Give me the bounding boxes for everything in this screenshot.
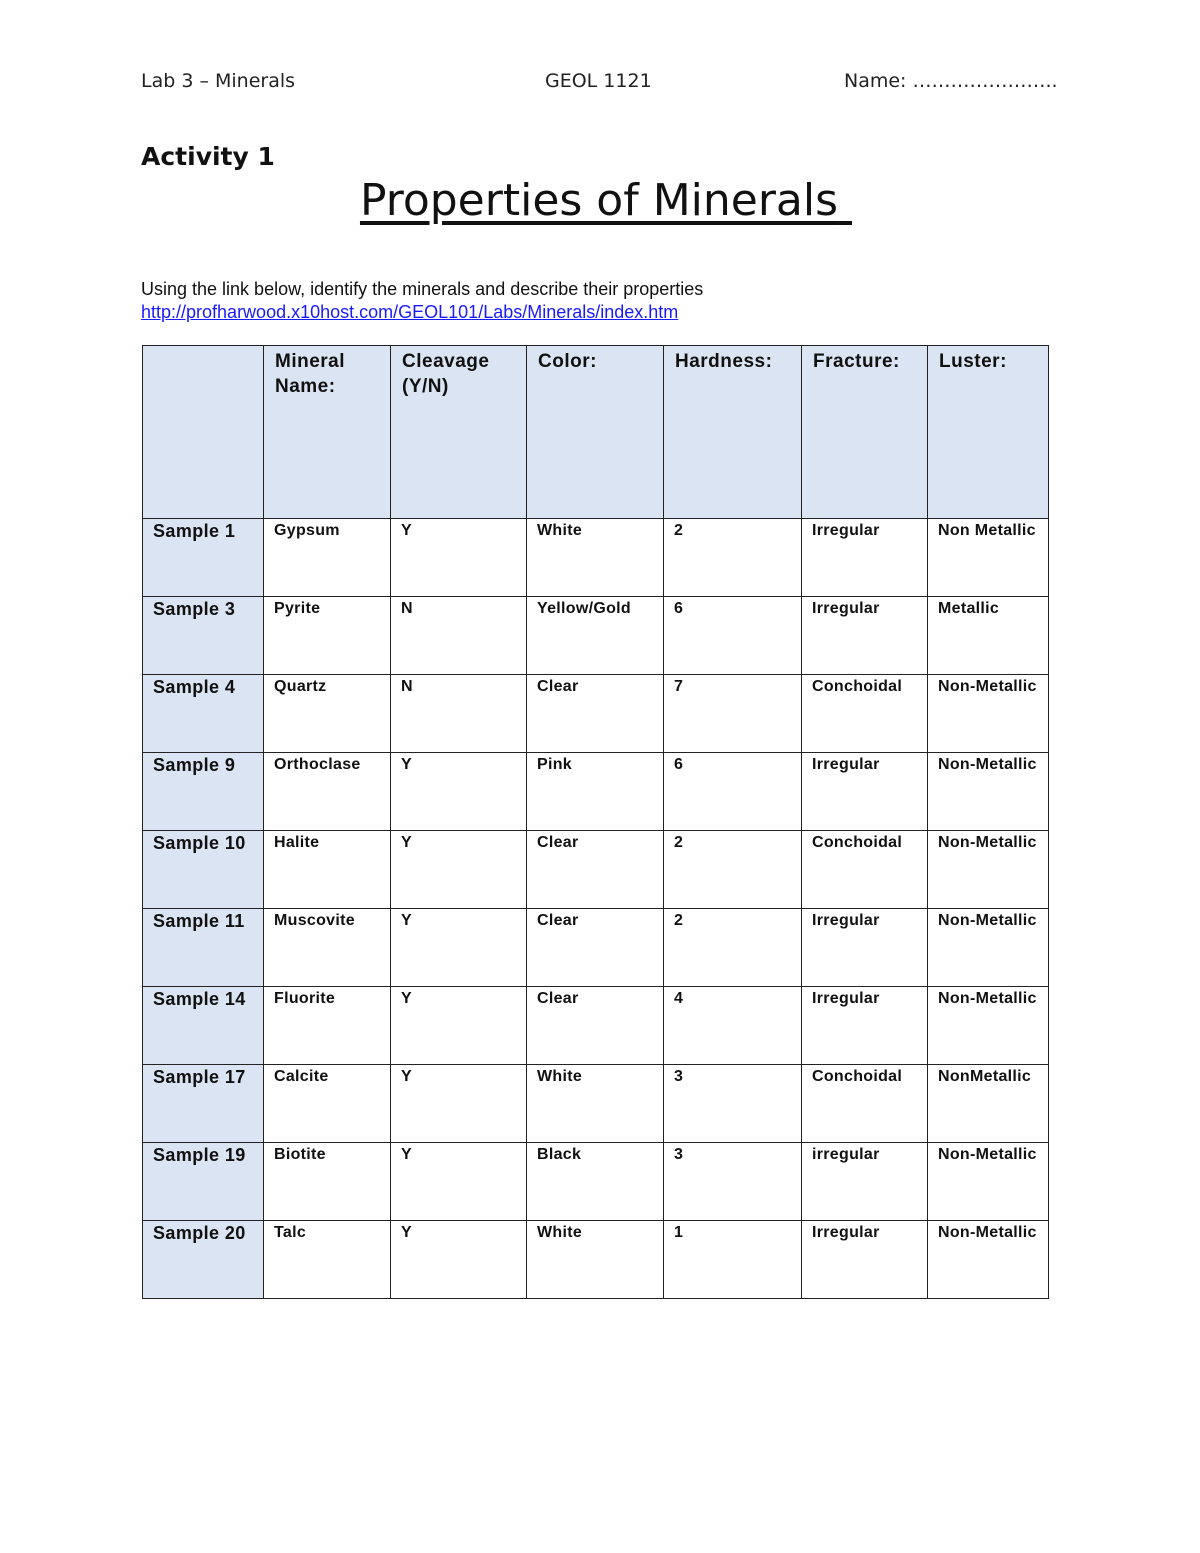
cell-luster: Non-Metallic — [928, 1143, 1049, 1221]
cell-mineral: Calcite — [264, 1065, 391, 1143]
col-hardness: Hardness: — [664, 346, 802, 519]
cell-sample: Sample 17 — [143, 1065, 264, 1143]
header-course-code: GEOL 1121 — [545, 70, 652, 92]
cell-cleavage: Y — [391, 1221, 527, 1299]
corner-cell — [143, 346, 264, 519]
cell-mineral: Quartz — [264, 675, 391, 753]
cell-hardness: 6 — [664, 597, 802, 675]
table-row — [143, 753, 1049, 831]
cell-hardness: 7 — [664, 675, 802, 753]
col-fracture: Fracture: — [802, 346, 928, 519]
cell-luster: Non-Metallic — [928, 909, 1049, 987]
col-luster: Luster: — [928, 346, 1049, 519]
page-title-text: Properties of Minerals — [359, 175, 839, 226]
cell-hardness: 3 — [664, 1143, 802, 1221]
cell-luster: NonMetallic — [928, 1065, 1049, 1143]
cell-hardness: 6 — [664, 753, 802, 831]
minerals-table — [142, 345, 1049, 1299]
table-row — [143, 987, 1049, 1065]
cell-fracture: Irregular — [802, 987, 928, 1065]
cell-cleavage: N — [391, 597, 527, 675]
header-name-field: Name: ………………….. — [844, 70, 1058, 92]
cell-cleavage: Y — [391, 519, 527, 597]
table-row — [143, 519, 1049, 597]
table-row — [143, 1143, 1049, 1221]
cell-hardness: 2 — [664, 519, 802, 597]
table-row — [143, 1221, 1049, 1299]
cell-cleavage: Y — [391, 987, 527, 1065]
cell-fracture: Conchoidal — [802, 831, 928, 909]
cell-sample: Sample 10 — [143, 831, 264, 909]
cell-fracture: Irregular — [802, 597, 928, 675]
cell-hardness: 4 — [664, 987, 802, 1065]
cell-hardness: 1 — [664, 1221, 802, 1299]
cell-mineral: Orthoclase — [264, 753, 391, 831]
cell-color: Clear — [527, 987, 664, 1065]
cell-hardness: 2 — [664, 909, 802, 987]
cell-luster: Non-Metallic — [928, 987, 1049, 1065]
cell-mineral: Muscovite — [264, 909, 391, 987]
table-row — [143, 1065, 1049, 1143]
cell-sample: Sample 1 — [143, 519, 264, 597]
table-row — [143, 909, 1049, 987]
cell-color: Yellow/Gold — [527, 597, 664, 675]
col-mineral-name: Mineral Name: — [264, 346, 391, 519]
cell-cleavage: Y — [391, 1065, 527, 1143]
table-row — [143, 831, 1049, 909]
col-color: Color: — [527, 346, 664, 519]
cell-luster: Non-Metallic — [928, 831, 1049, 909]
cell-luster: Non Metallic — [928, 519, 1049, 597]
page-title — [0, 175, 1200, 226]
cell-sample: Sample 20 — [143, 1221, 264, 1299]
cell-hardness: 3 — [664, 1065, 802, 1143]
cell-cleavage: Y — [391, 1143, 527, 1221]
cell-cleavage: Y — [391, 909, 527, 987]
cell-cleavage: Y — [391, 753, 527, 831]
cell-mineral: Halite — [264, 831, 391, 909]
cell-fracture: Irregular — [802, 909, 928, 987]
cell-fracture: Irregular — [802, 519, 928, 597]
cell-cleavage: Y — [391, 831, 527, 909]
cell-color: Clear — [527, 909, 664, 987]
cell-sample: Sample 14 — [143, 987, 264, 1065]
cell-color: White — [527, 519, 664, 597]
cell-color: Clear — [527, 675, 664, 753]
cell-fracture: irregular — [802, 1143, 928, 1221]
table-row — [143, 597, 1049, 675]
cell-fracture: Irregular — [802, 1221, 928, 1299]
minerals-link[interactable]: http://profharwood.x10host.com/GEOL101/Labs/Minerals/index.htm — [141, 302, 679, 322]
cell-color: Pink — [527, 753, 664, 831]
cell-luster: Non-Metallic — [928, 675, 1049, 753]
cell-color: Black — [527, 1143, 664, 1221]
cell-color: Clear — [527, 831, 664, 909]
cell-fracture: Irregular — [802, 753, 928, 831]
cell-color: White — [527, 1065, 664, 1143]
cell-mineral: Talc — [264, 1221, 391, 1299]
cell-mineral: Fluorite — [264, 987, 391, 1065]
page-header — [141, 70, 1060, 94]
activity-heading: Activity 1 — [141, 142, 275, 171]
instruction-text: Using the link below, identify the minerals and describe their properties — [141, 279, 704, 299]
cell-luster: Non-Metallic — [928, 1221, 1049, 1299]
table-header-row — [143, 346, 1049, 519]
cell-sample: Sample 4 — [143, 675, 264, 753]
cell-luster: Non-Metallic — [928, 753, 1049, 831]
cell-color: White — [527, 1221, 664, 1299]
cell-sample: Sample 3 — [143, 597, 264, 675]
cell-sample: Sample 19 — [143, 1143, 264, 1221]
cell-mineral: Gypsum — [264, 519, 391, 597]
cell-cleavage: N — [391, 675, 527, 753]
cell-luster: Metallic — [928, 597, 1049, 675]
cell-mineral: Pyrite — [264, 597, 391, 675]
table-row — [143, 675, 1049, 753]
header-lab-title: Lab 3 – Minerals — [141, 70, 296, 92]
cell-sample: Sample 11 — [143, 909, 264, 987]
cell-fracture: Conchoidal — [802, 1065, 928, 1143]
cell-sample: Sample 9 — [143, 753, 264, 831]
cell-fracture: Conchoidal — [802, 675, 928, 753]
cell-hardness: 2 — [664, 831, 802, 909]
cell-mineral: Biotite — [264, 1143, 391, 1221]
col-cleavage: Cleavage (Y/N) — [391, 346, 527, 519]
table-body — [143, 519, 1049, 1299]
